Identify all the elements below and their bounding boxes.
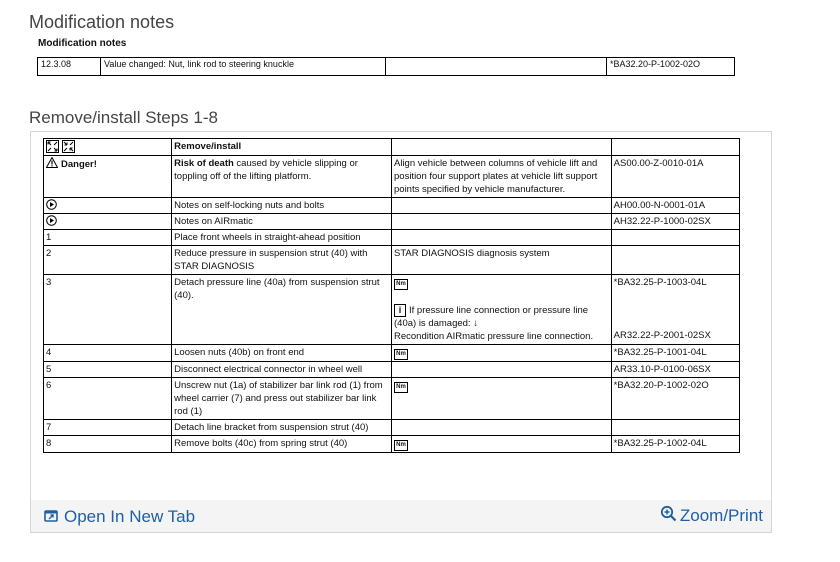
- note-circle-icon: [46, 215, 57, 226]
- table-row: [44, 198, 740, 214]
- note-icon-cell: [44, 198, 172, 214]
- step-ref-2: AR32.22-P-2001-02SX: [613, 330, 711, 341]
- zoom-print-link[interactable]: [660, 505, 763, 526]
- step-instr-cell: [392, 378, 612, 420]
- danger-cell: [44, 156, 172, 198]
- danger-ref: AS00.00-Z-0010-01A: [611, 156, 739, 198]
- step-instr-cell: [392, 345, 612, 362]
- danger-text-cell: [172, 156, 392, 198]
- mod-blank: [386, 58, 607, 76]
- table-row: [44, 378, 740, 420]
- step-ref: AR33.10-P-0100-06SX: [611, 362, 739, 378]
- zoom-in-icon: [660, 505, 677, 522]
- step-text: Place front wheels in straight-ahead position: [172, 230, 392, 246]
- step-instr-cell: [392, 436, 612, 453]
- step-ref: [611, 420, 739, 436]
- open-in-new-tab-link[interactable]: [44, 507, 195, 527]
- step-ref: *BA32.25-P-1002-04L: [611, 436, 739, 453]
- table-row: [44, 246, 740, 275]
- torque-nm-icon[interactable]: Nm: [394, 382, 408, 393]
- table-row: [44, 214, 740, 230]
- step-ref: *BA32.25-P-1001-04L: [611, 345, 739, 362]
- torque-nm-icon[interactable]: Nm: [394, 440, 408, 451]
- step-instr: [392, 362, 612, 378]
- step-num: 6: [44, 378, 172, 420]
- step-text: Unscrew nut (1a) of stabilizer bar link rod (1) from wheel carrier (7) and press out stabilizer bar link rod (1): [172, 378, 392, 420]
- step-num: 3: [44, 275, 172, 345]
- table-row: [44, 420, 740, 436]
- zoom-print-label: Zoom/Print: [679, 506, 763, 525]
- step-text: Detach pressure line (40a) from suspension strut (40).: [172, 275, 392, 345]
- step-ref: *BA32.25-P-1003-04L: [613, 277, 707, 288]
- open-new-tab-icon: [44, 508, 58, 522]
- danger-bold: Risk of death: [174, 158, 234, 169]
- mod-date: 12.3.08: [38, 58, 101, 76]
- step-text: Remove bolts (40c) from spring strut (40): [172, 436, 392, 453]
- step-num: 4: [44, 345, 172, 362]
- danger-label: Danger!: [61, 159, 97, 170]
- step-text: Disconnect electrical connector in wheel well: [172, 362, 392, 378]
- steps-table: [43, 138, 740, 453]
- step-num: 1: [44, 230, 172, 246]
- note-ref: AH32.22-P-1000-02SX: [611, 214, 739, 230]
- open-in-new-tab-label: Open In New Tab: [64, 507, 196, 526]
- torque-nm-icon[interactable]: Nm: [394, 279, 408, 290]
- torque-nm-icon[interactable]: Nm: [394, 349, 408, 360]
- step-ref: [611, 230, 739, 246]
- table-row: [44, 345, 740, 362]
- table-header-row: [44, 139, 740, 156]
- collapse-icon[interactable]: [62, 140, 75, 153]
- step-ref-cell: [611, 275, 739, 345]
- danger-text: caused by vehicle slipping or toppling off of the lifting platform.: [174, 158, 358, 182]
- step-text: Reduce pressure in suspension strut (40) with STAR DIAGNOSIS: [172, 246, 392, 275]
- step-instr-cell: [392, 275, 612, 345]
- info-icon: i: [394, 304, 406, 317]
- step-instr: [392, 420, 612, 436]
- down-arrow-icon: ↓: [473, 318, 478, 329]
- step-ref: [611, 246, 739, 275]
- table-row: [44, 362, 740, 378]
- mod-ref: *BA32.20-P-1002-02O: [607, 58, 735, 76]
- table-row: [38, 58, 735, 76]
- header-icons-cell: [44, 139, 172, 156]
- table-row: [44, 275, 740, 345]
- table-row: [44, 156, 740, 198]
- row3-info-text: If pressure line connection or pressure line (40a) is damaged:: [394, 305, 589, 329]
- note-circle-icon: [46, 199, 57, 210]
- modification-notes-subheading: Modification notes: [38, 38, 127, 49]
- step-num: 7: [44, 420, 172, 436]
- step-num: 8: [44, 436, 172, 453]
- note-text: Notes on self-locking nuts and bolts: [172, 198, 392, 214]
- header-blank-ref: [611, 139, 739, 156]
- steps-heading: Remove/install Steps 1-8: [29, 108, 218, 127]
- note-instr: [392, 198, 612, 214]
- header-blank: [392, 139, 612, 156]
- warning-icon: [46, 157, 58, 168]
- step-num: 5: [44, 362, 172, 378]
- header-title: Remove/install: [172, 139, 392, 156]
- row3-recondition: Recondition AIRmatic pressure line connection.: [394, 331, 594, 342]
- step-num: 2: [44, 246, 172, 275]
- note-ref: AH00.00-N-0001-01A: [611, 198, 739, 214]
- modification-table: [37, 57, 735, 76]
- step-text: Detach line bracket from suspension strut (40): [172, 420, 392, 436]
- mod-text: Value changed: Nut, link rod to steering knuckle: [101, 58, 386, 76]
- danger-instruction: Align vehicle between columns of vehicle lift and position four support plates at vehicle lift support points specified by vehicle manufacturer.: [392, 156, 612, 198]
- note-instr: [392, 214, 612, 230]
- table-row: [44, 230, 740, 246]
- note-text: Notes on AIRmatic: [172, 214, 392, 230]
- step-instr: STAR DIAGNOSIS diagnosis system: [392, 246, 612, 275]
- step-ref: *BA32.20-P-1002-02O: [611, 378, 739, 420]
- table-row: [44, 436, 740, 453]
- note-icon-cell: [44, 214, 172, 230]
- step-instr: [392, 230, 612, 246]
- step-text: Loosen nuts (40b) on front end: [172, 345, 392, 362]
- expand-icon[interactable]: [46, 140, 59, 153]
- modification-notes-heading: Modification notes: [29, 12, 175, 32]
